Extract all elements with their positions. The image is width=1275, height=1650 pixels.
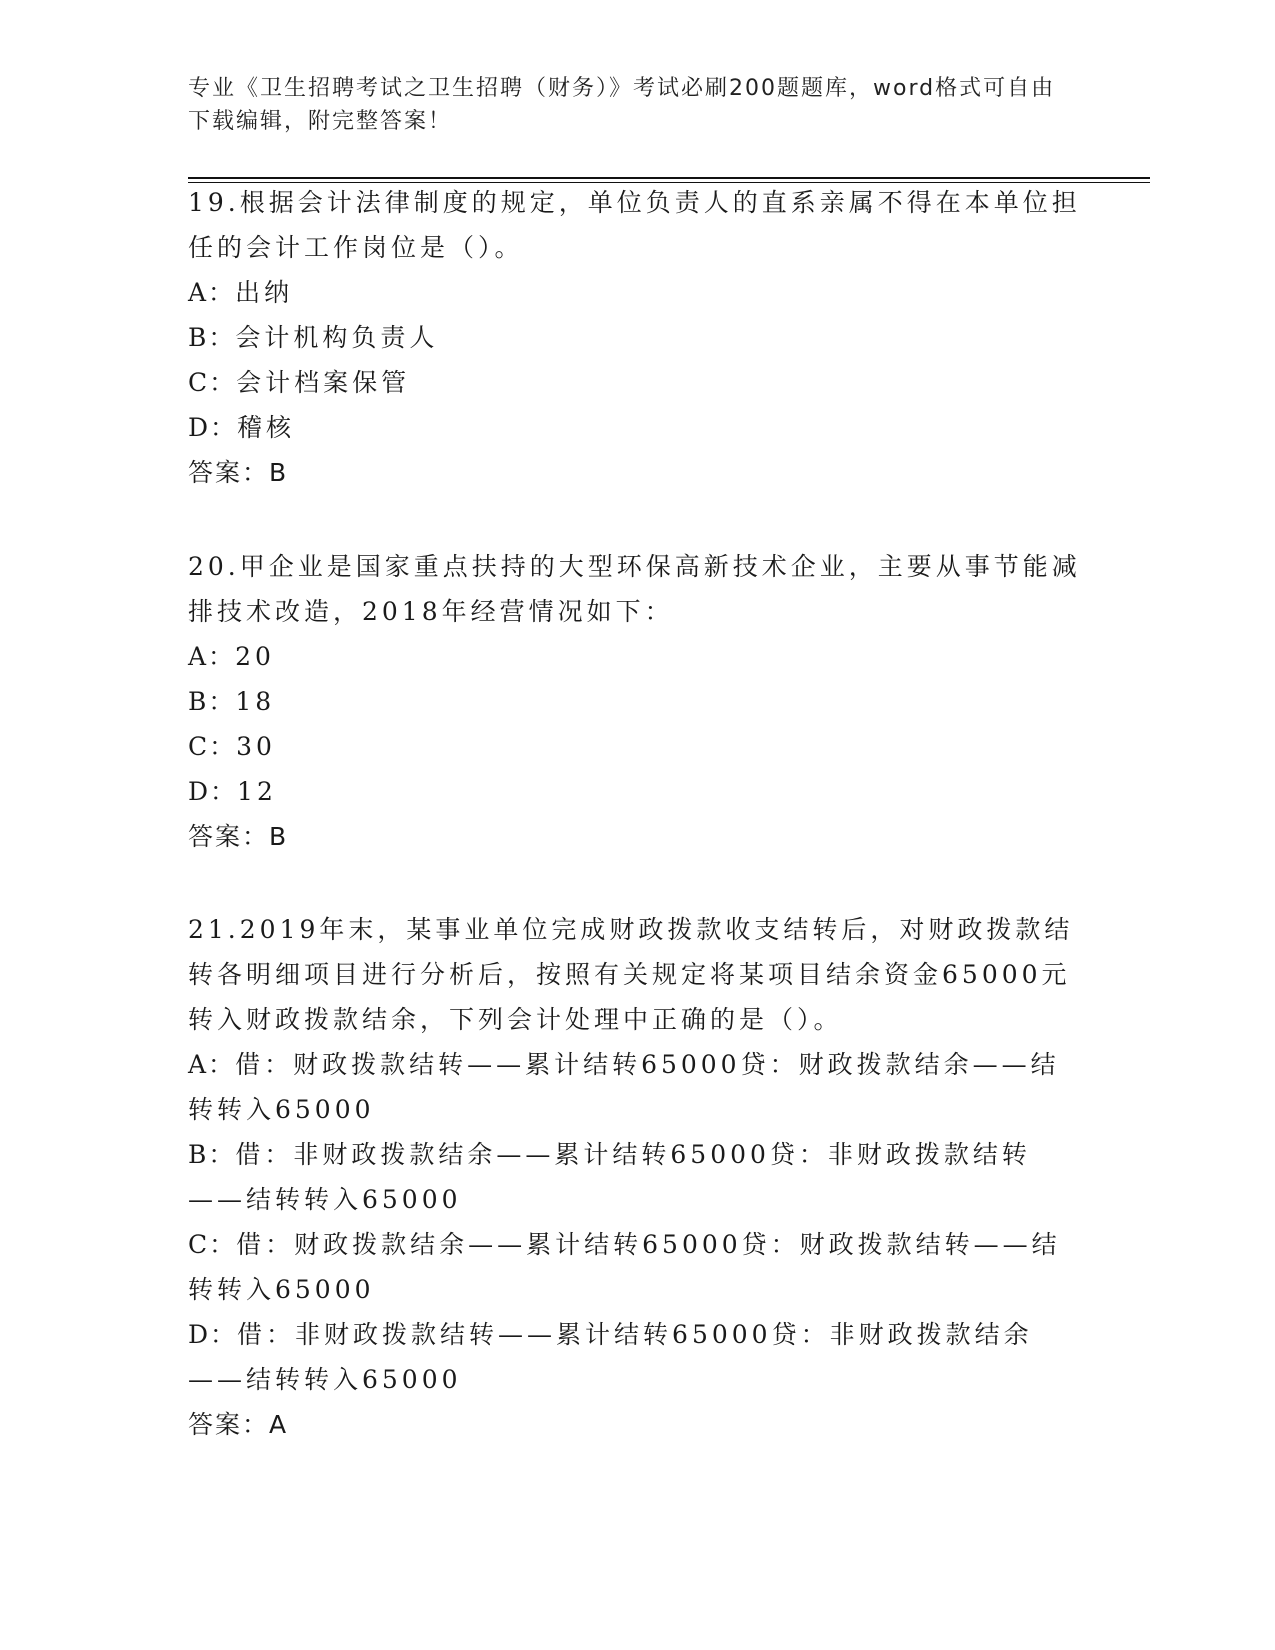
- question-stem: 19.根据会计法律制度的规定，单位负责人的直系亲属不得在本单位担任的会计工作岗位是（）。: [188, 188, 1081, 262]
- option-c: [188, 360, 1088, 405]
- option-a: [188, 270, 1088, 315]
- option-a: [188, 1042, 1088, 1132]
- header-divider-thick: [188, 177, 1150, 179]
- option-d: [188, 1312, 1088, 1402]
- option-letter: B：: [188, 323, 236, 352]
- option-text: 会计机构负责人: [235, 323, 439, 352]
- option-b: [188, 1132, 1088, 1222]
- option-letter: A：: [188, 278, 236, 307]
- option-text: 12: [237, 777, 277, 806]
- option-text: 会计档案保管: [236, 368, 411, 397]
- question-stem: 20.甲企业是国家重点扶持的大型环保高新技术企业，主要从事节能减排技术改造，2018年经营情况如下：: [188, 552, 1081, 626]
- option-letter: C：: [188, 1230, 237, 1259]
- option-text: 稽核: [237, 413, 296, 442]
- question-21: [188, 907, 1088, 1447]
- option-text: 20: [235, 642, 275, 671]
- option-letter: C：: [188, 732, 237, 761]
- option-letter: D：: [188, 777, 238, 806]
- document-header: 专业《卫生招聘考试之卫生招聘（财务）》考试必刷200题题库，word格式可自由下载编辑，附完整答案！: [188, 76, 1056, 134]
- option-letter: A：: [188, 1050, 236, 1079]
- option-letter: D：: [188, 1320, 238, 1349]
- option-text: 借：财政拨款结转——累计结转65000贷：财政拨款结余——结转转入65000: [188, 1050, 1060, 1124]
- answer-line: 答案：B: [188, 458, 289, 487]
- option-d: [188, 405, 1088, 450]
- option-text: 出纳: [235, 278, 294, 307]
- option-letter: B：: [188, 1140, 236, 1169]
- question-20: [188, 544, 1088, 859]
- option-text: 借：财政拨款结余——累计结转65000贷：财政拨款结转——结转转入65000: [188, 1230, 1061, 1304]
- option-b: [188, 679, 1088, 724]
- option-c: [188, 1222, 1088, 1312]
- answer-line: 答案：A: [188, 1410, 289, 1439]
- option-c: [188, 724, 1088, 769]
- option-b: [188, 315, 1088, 360]
- option-letter: B：: [188, 687, 236, 716]
- option-letter: C：: [188, 368, 237, 397]
- option-text: 借：非财政拨款结余——累计结转65000贷：非财政拨款结转——结转转入65000: [188, 1140, 1031, 1214]
- option-text: 30: [236, 732, 276, 761]
- option-text: 18: [235, 687, 276, 716]
- option-a: [188, 634, 1088, 679]
- question-stem: 21.2019年末，某事业单位完成财政拨款收支结转后，对财政拨款结转各明细项目进行分析后，按照有关规定将某项目结余资金65000元转入财政拨款结余，下列会计处理中正确的是（）。: [188, 915, 1074, 1034]
- answer-line: 答案：B: [188, 822, 289, 851]
- option-letter: D：: [188, 413, 238, 442]
- question-19: [188, 180, 1088, 495]
- option-text: 借：非财政拨款结转——累计结转65000贷：非财政拨款结余——结转转入65000: [188, 1320, 1033, 1394]
- option-d: [188, 769, 1088, 814]
- option-letter: A：: [188, 642, 236, 671]
